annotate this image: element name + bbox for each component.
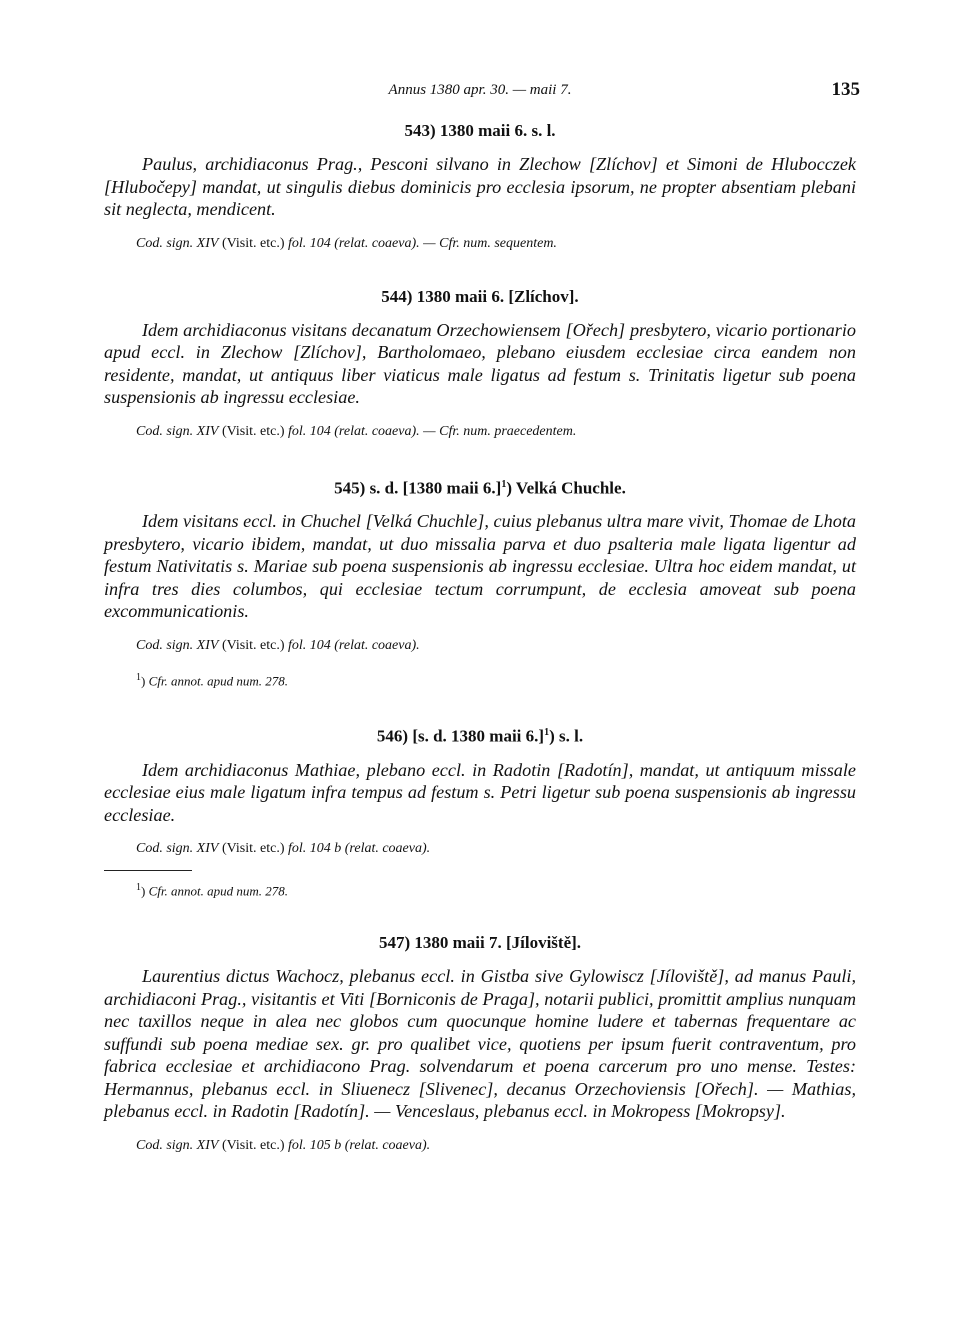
heading-main: 546) [s. d. 1380 maii 6.] <box>376 726 545 746</box>
entry-heading: 547) 1380 maii 7. [Jíloviště]. <box>378 933 582 953</box>
footnote-ref: 1 <box>544 726 550 738</box>
entry-source <box>136 1137 856 1155</box>
entry-text: Paulus, archidiaconus Prag., Pesconi silvano in Zlechow [Zlíchov] et Simoni de Hlubocczek [Hlubočepy] mandat, ut singulis diebus dominicis pro ecclesia ipsorum, ne propter absentiam plebani sit neglecta, mendicent. <box>104 154 856 219</box>
entry-544 <box>104 286 856 441</box>
footnote <box>136 669 856 690</box>
page-number: 135 <box>831 79 860 100</box>
entry-source <box>136 637 856 655</box>
source-codex: Cod. sign. XIV <box>136 637 219 653</box>
source-folio: fol. 104 (relat. coaeva). — Cfr. num. praecedentem. <box>287 423 577 439</box>
entry-545 <box>104 474 856 690</box>
entry-546 <box>104 722 856 900</box>
entry-heading: 543) 1380 maii 6. s. l. <box>404 121 556 140</box>
running-header <box>0 79 960 106</box>
footnote-paren: ) <box>141 883 149 899</box>
footnote-marker: 1 <box>136 671 141 683</box>
entry-source <box>136 235 856 253</box>
source-visit: (Visit. etc.) <box>218 637 288 653</box>
heading-rest: ) Velká Chuchle. <box>506 478 626 498</box>
entry-heading: 544) 1380 maii 6. [Zlíchov]. <box>381 286 579 306</box>
entry-547 <box>104 932 856 1155</box>
footnote-text: Cfr. annot. apud num. 278. <box>148 883 288 899</box>
entry-source <box>136 840 856 858</box>
footnote <box>136 879 856 900</box>
entry-heading <box>104 474 856 500</box>
source-codex: Cod. sign. XIV <box>136 235 219 251</box>
source-folio: fol. 105 b (relat. coaeva). <box>287 1137 431 1153</box>
source-codex: Cod. sign. XIV <box>136 841 219 857</box>
running-title: Annus 1380 apr. 30. — maii 7. <box>388 82 572 98</box>
source-folio: fol. 104 (relat. coaeva). <box>287 637 420 653</box>
entry-text: Idem archidiaconus visitans decanatum Orzechowiensem [Ořech] presbytero, vicario portionario apud eccl. in Zlechow [Zlíchov], Bartholomaeo, plebano eiusdem ecclesiae circa eandem non residente, mandat, ut antiquus liber viaticus male ligatus ad festum s. Trinitatis ligetur sub poena suspensionis ab ingressu ecclesiae. <box>104 319 856 407</box>
entry-text: Idem archidiaconus Mathiae, plebano eccl. in Radotin [Radotín], mandat, ut antiquum missale ecclesiae eius male ligatum infra tempus ad festum s. Petri ligetur sub poena suspensionis ab ingressu ecclesiae. <box>104 759 856 825</box>
footnote-text: Cfr. annot. apud num. 278. <box>148 672 288 688</box>
source-folio: fol. 104 b (relat. coaeva). <box>287 841 431 857</box>
source-visit: (Visit. etc.) <box>218 1137 288 1153</box>
entry-heading <box>104 722 856 748</box>
source-codex: Cod. sign. XIV <box>136 1137 219 1153</box>
source-visit: (Visit. etc.) <box>218 423 288 439</box>
entry-text: Laurentius dictus Wachocz, plebanus eccl. in Gistba sive Gylowiscz [Jíloviště], ad manus Pauli, archidiaconi Prag., visitantis et Viti [Borniconis de Praga], notarii publici, promittit amplius nunquam nec taxillos neque in alea nec globos cum quocunque homine ludere et tabernas frequentare ac suffundi sub poena mediae sex. gr. pro qualibet vice, quotiens per ipsum fuerit contraventum, pro fabrica ecclesiae et archidiacono Prag. solvendarum et poena carcerum pro uno mense. Testes: Hermannus, plebanus eccl. in Sliuenecz [Slivenec], decanus Orzechoviensis [Ořech]. — Mathias, plebanus eccl. in Radotin [Radotín]. — Venceslaus, plebanus eccl. in Mokropess [Mokropsy]. <box>104 966 856 1122</box>
main-content <box>104 120 856 1155</box>
footnote-paren: ) <box>141 672 149 688</box>
source-codex: Cod. sign. XIV <box>136 423 219 439</box>
heading-rest: ) s. l. <box>549 726 584 746</box>
entry-543 <box>104 120 856 253</box>
footnote-ref: 1 <box>501 478 507 490</box>
footnote-divider <box>104 870 192 871</box>
entry-source <box>136 423 856 441</box>
entry-text: Idem visitans eccl. in Chuchel [Velká Chuchle], cuius plebanus ultra mare vivit, Thomae de Lhota presbytero, vicario ibidem, mandat, ut duo missalia parva et duo psalteria male ligata ligentur ad festum Nativitatis s. Mariae sub poena suspensionis ab ingressu ecclesiae. Ultra hoc eidem mandat, ut infra tres dies columbos, qui ecclesiae tectum corrumpunt, de ecclesia amoveat sub poena excommunicationis. <box>104 511 856 622</box>
source-visit: (Visit. etc.) <box>218 841 288 857</box>
source-folio: fol. 104 (relat. coaeva). — Cfr. num. sequentem. <box>287 235 557 251</box>
heading-main: 545) s. d. [1380 maii 6.] <box>334 478 502 498</box>
source-visit: (Visit. etc.) <box>218 235 288 251</box>
footnote-marker: 1 <box>136 882 141 894</box>
